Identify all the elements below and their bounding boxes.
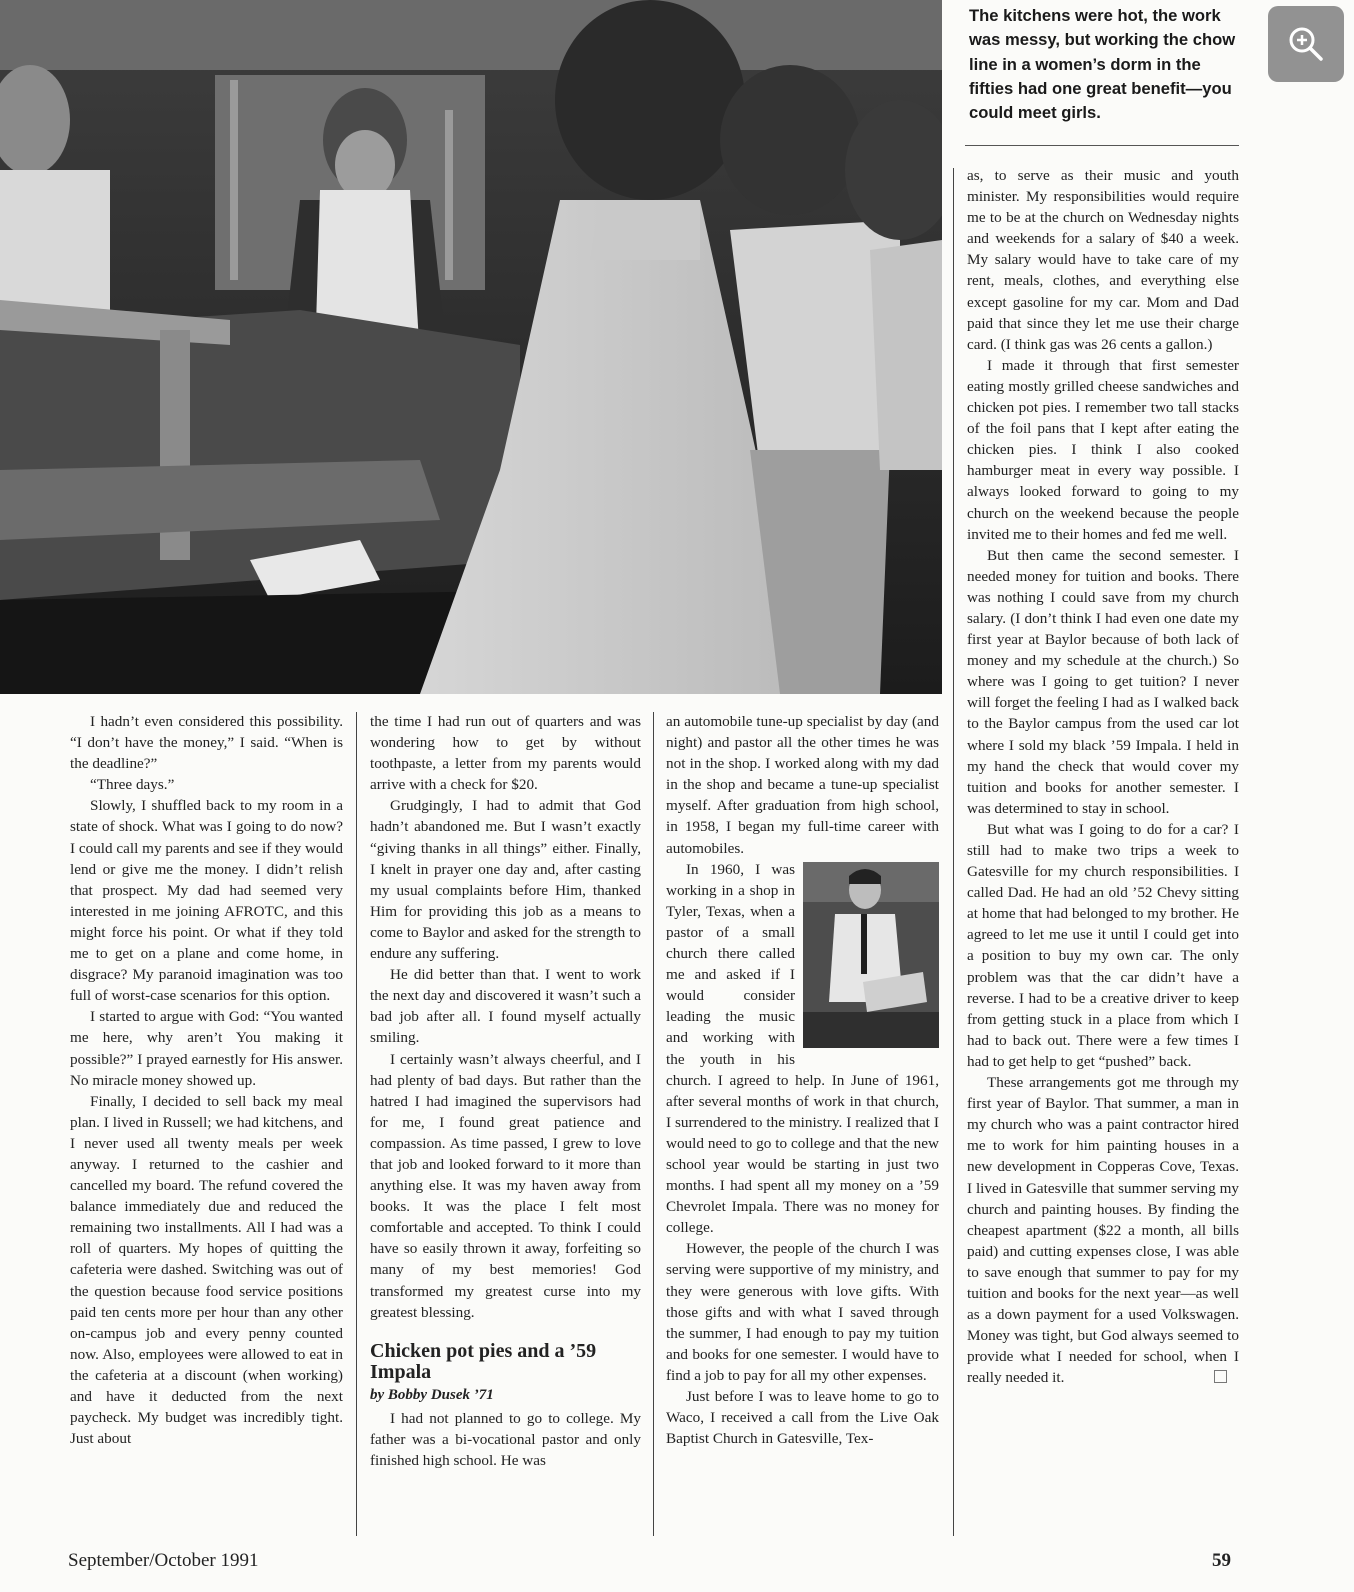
column-divider <box>356 712 357 1536</box>
paragraph: I had not planned to go to college. My father was a bi-vocational pastor and only finished high school. He was <box>370 1409 641 1469</box>
paragraph: Slowly, I shuffled back to my room in a state of shock. What was I going to do now? I could call my parents and see if they would lend or give me the money. I didn’t relish that prospect. My dad had seemed very interested in me joining AFROTC, and this might force his point. Or what if they told me to get on a plane and come home, in disgrace? My paranoid imagination was too full of worst-case scenarios for this option. <box>70 797 343 1005</box>
paragraph: I certainly wasn’t always cheerful, and I had plenty of bad days. But rather than the hatred I had imagined the supervisors had for me, I found great patience and compassion. As time passed, I grew to love that job and looked forward to it more than anything else. It was my haven away from books. It was the place I felt most comfortable and accepted. To think I could have so easily thrown it away, forfeiting so many of my best memories! God transformed my greatest curse into my greatest blessing. <box>370 1050 641 1321</box>
paragraph: He did better than that. I went to work the next day and discovered it wasn’t such a bad job after all. I found myself actually smiling. <box>370 966 641 1047</box>
article-column-2 <box>370 711 641 1471</box>
paragraph: But then came the second semester. I needed money for tuition and books. There was nothing I could save from my church salary. (I don’t think I had even one date my first year at Baylor because of both lack of money and my schedule at the church.) So where was I going to get tuition? I never will forget the feeling I had as I walked back to the Baylor campus from the used car lot where I sold my black ’59 Impala. I held in my hand the check that would cover my tuition and books for another semester. I was determined to stay in school. <box>967 546 1239 817</box>
paragraph: However, the people of the church I was serving were supportive of my ministry, and they were generous with love gifts. With those gifts and with what I saved through the summer, I had enough to pay my tuition and books for one semester. I would have to find a job to pay for all my other expenses. <box>666 1240 939 1384</box>
paragraph: Just before I was to leave home to go to Waco, I received a call from the Live Oak Baptist Church in Gatesville, Tex- <box>666 1388 939 1448</box>
paragraph: the time I had run out of quarters and was wondering how to get by without toothpaste, a letter from my parents would arrive with a check for $20. <box>370 713 641 794</box>
paragraph: “Three days.” <box>90 776 175 794</box>
paragraph <box>666 859 939 1239</box>
zoom-in-button[interactable] <box>1268 6 1344 82</box>
article-heading: Chicken pot pies and a ’59 Impala <box>370 1339 597 1383</box>
paragraph: I hadn’t even considered this possibility. “I don’t have the money,” I said. “When is the deadline?” <box>70 713 343 773</box>
issue-date: September/October 1991 <box>68 1550 259 1571</box>
column-divider <box>953 168 954 1536</box>
article-column-4 <box>967 165 1239 1388</box>
zoom-in-icon <box>1287 25 1325 63</box>
paragraph: Grudgingly, I had to admit that God hadn’t abandoned me. But I wasn’t exactly “giving thanks in all things” either. Finally, I knelt in prayer one day and, after casting my usual complaints before Him, thanked Him for providing this job as a means to come to Baylor and asked for the strength to endure any suffering. <box>370 797 641 963</box>
paragraph: an automobile tune-up specialist by day (and night) and pastor all the other times he was not in the shop. I worked along with my dad in the shop and became a tune-up specialist myself. After graduation from high school, in 1958, I began my full-time career with automobiles. <box>666 713 939 857</box>
cafeteria-photo <box>0 0 942 694</box>
paragraph-text: These arrangements got me through my first year of Baylor. That summer, a man in my church who was a paint contractor hired me to work for him painting houses in a new development in Copperas Cove, Texas. I lived in Gatesville that summer serving my church and painting houses. By finding the cheapest apartment ($22 a month, all bills paid) and cutting expenses close, I was able to save enough that summer to pay for my tuition and books for the next year—as well as a down payment for a used Volkswagen. Money was tight, but God always seemed to provide what I needed for school, when I really needed it. <box>967 1074 1239 1387</box>
column-divider <box>653 712 654 1536</box>
pull-quote-rule <box>965 145 1239 146</box>
article-column-1 <box>70 711 343 1449</box>
paragraph <box>967 1072 1239 1388</box>
article-column-3 <box>666 711 939 1449</box>
page-number: 59 <box>1212 1550 1231 1571</box>
paragraph: as, to serve as their music and youth minister. My responsibilities would require me to be at the church on Wednesday nights and weekends for a salary of $40 a week. My salary would have to take care of my rent, meals, clothes, and everything else except gasoline for my car. Mom and Dad paid that since they let me use their charge card. (I think gas was 26 cents a gallon.) <box>967 167 1239 353</box>
pull-quote: The kitchens were hot, the work was messy, but working the chow line in a women’s dorm in the fifties had one great benefit—you could meet girls. <box>969 6 1236 123</box>
end-mark-icon <box>1214 1370 1227 1383</box>
paragraph-text: In 1960, I was working in a shop in Tyler, Texas, when a pastor of a small church there called me and asked if I would consider leading the music and working with the youth in his church. I agreed to help. In June of 1961, after several months of work in that church, I surrendered to the ministry. I realized that I would need to go to college and that the new school year would be starting in just two months. I had spent all my money on a ’59 Chevrolet Impala. There was no money for college. <box>666 860 939 1237</box>
inset-photo <box>803 862 939 1048</box>
paragraph: But what was I going to do for a car? I still had to make two trips a week to Gatesville for my church responsibilities. I called Dad. He had an old ’52 Chevy sitting at home that had belonged to my brother. He agreed to let me use it until I could get into a position to buy my own car. The only problem was that the car didn’t have a reverse. I had to be a creative driver to keep from getting stuck in a place from which I had to back out. There were a few times I had to get help to get “pushed” back. <box>967 820 1239 1070</box>
paragraph: Finally, I decided to sell back my meal plan. I lived in Russell; we had kitchens, and I never used all twenty meals per week anyway. I returned to the cashier and cancelled my board. The refund covered the balance immediately due and reduced the remaining two installments. All I had was a roll of quarters. My hopes of quitting the cafeteria were dashed. Switching was out of the question because food service positions paid ten cents more per hour than any other on-campus job and every penny counted now. Also, employees were allowed to eat in the cafeteria at a discount (when working) and have it deducted from the next paycheck. My budget was incredibly tight. Just about <box>70 1092 343 1448</box>
byline: by Bobby Dusek ’71 <box>370 1386 494 1403</box>
paragraph: I started to argue with God: “You wanted me here, why aren’t You making it possible?” I prayed earnestly for His answer. No miracle money showed up. <box>70 1008 343 1089</box>
paragraph: I made it through that first semester eating mostly grilled cheese sandwiches and chicken pot pies. I remember two tall stacks of the foil pans that I kept after eating the chicken pies. I think I also cooked hamburger meat in every way possible. I always looked forward to going to my church on the weekend because the people invited me to their homes and fed me well. <box>967 356 1239 543</box>
